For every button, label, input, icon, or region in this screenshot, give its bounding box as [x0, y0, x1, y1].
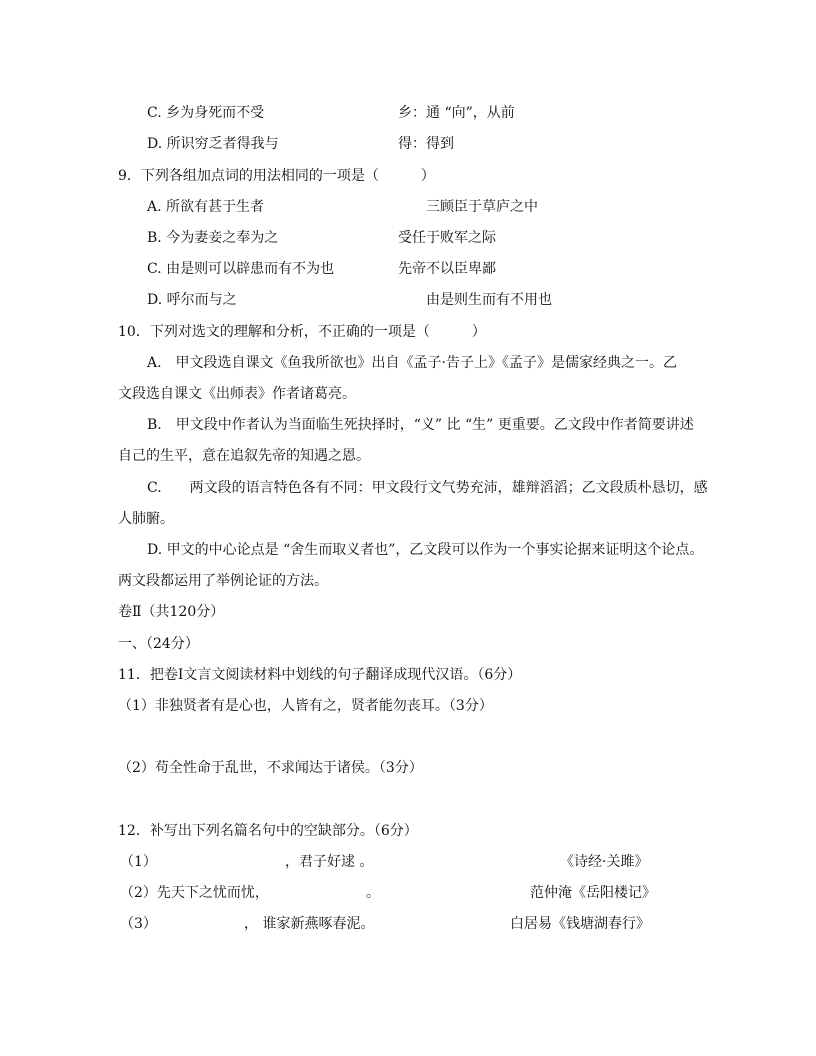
q10-stem: 10．下列对选文的理解和分析，不正确的一项是（ ）	[118, 324, 486, 340]
q10-option-b-line2: 自己的生平，意在追叙先帝的知遇之恩。	[118, 448, 370, 464]
q11-sub2: （2）苟全性命于乱世，不求闻达于诸侯。（3分）	[118, 760, 423, 776]
q10-option-a-line2: 文段选自课文《出师表》作者诸葛亮。	[118, 386, 356, 402]
q12-line2-end: 。	[366, 885, 380, 901]
q9-option-b-pair: 受任于败军之际	[398, 230, 496, 246]
q8-option-c-gloss: 乡：通 “向”，从前	[398, 105, 515, 121]
q10-option-c-line2: 人肺腑。	[118, 511, 174, 527]
q9-option-c-pair: 先帝不以臣卑鄙	[398, 261, 496, 277]
q9-option-a: A. 所欲有甚于生者	[147, 199, 265, 215]
q9-option-c: C. 由是则可以辟患而有不为也	[147, 261, 335, 277]
q12-line1-text: ，君子好逑 。	[285, 854, 374, 870]
q9-option-a-pair: 三顾臣于草庐之中	[426, 199, 538, 215]
q8-option-d-gloss: 得：得到	[398, 136, 454, 152]
q12-line2-text: （2）先天下之忧而忧，	[120, 885, 269, 901]
q11-stem: 11．把卷Ⅰ文言文阅读材料中划线的句子翻译成现代汉语。（6分）	[118, 667, 522, 683]
q12-line2-source: 范仲淹《岳阳楼记》	[530, 885, 656, 901]
q8-option-c-text: C. 乡为身死而不受	[147, 105, 265, 121]
q9-option-d: D. 呼尔而与之	[147, 292, 237, 308]
part-one-heading: 一、（24分）	[118, 636, 199, 652]
q9-option-d-pair: 由是则生而有不用也	[426, 292, 552, 308]
q12-line1-number: （1）	[120, 854, 157, 870]
q10-option-b-line1: B. 甲文段中作者认为当面临生死抉择时，“义” 比 “生” 更重要。乙文段中作者简要讲述	[147, 417, 694, 433]
q11-sub1: （1）非独贤者有是心也，人皆有之，贤者能勿丧耳。（3分）	[118, 698, 493, 714]
q10-option-d-line1: D. 甲文的中心论点是 “舍生而取义者也”，乙文段可以作为一个事实论据来证明这个论点。	[147, 542, 704, 558]
q9-stem: 9．下列各组加点词的用法相同的一项是（ ）	[118, 168, 435, 184]
q10-option-c-line1: C. 两文段的语言特色各有不同：甲文段行文气势充沛，雄辩滔滔；乙文段质朴恳切，感	[147, 480, 708, 496]
q10-option-d-line2: 两文段都运用了举例论证的方法。	[118, 573, 328, 589]
q12-line3-text: ， 谁家新燕啄春泥。	[244, 916, 375, 932]
q8-option-d-text: D. 所识穷乏者得我与	[147, 136, 279, 152]
q12-line1-source: 《诗经·关雎》	[560, 854, 649, 870]
q12-line3-source: 白居易《钱塘湖春行》	[510, 916, 650, 932]
q9-option-b: B. 今为妻妾之奉为之	[147, 230, 279, 246]
q12-line3-number: （3）	[120, 916, 157, 932]
q10-option-a-line1: A. 甲文段选自课文《鱼我所欲也》出自《孟子·告子上》《孟子》是儒家经典之一。乙	[147, 355, 678, 371]
q12-stem: 12．补写出下列名篇名句中的空缺部分。（6分）	[118, 823, 418, 839]
section-title: 卷Ⅱ（共120分）	[118, 604, 225, 620]
